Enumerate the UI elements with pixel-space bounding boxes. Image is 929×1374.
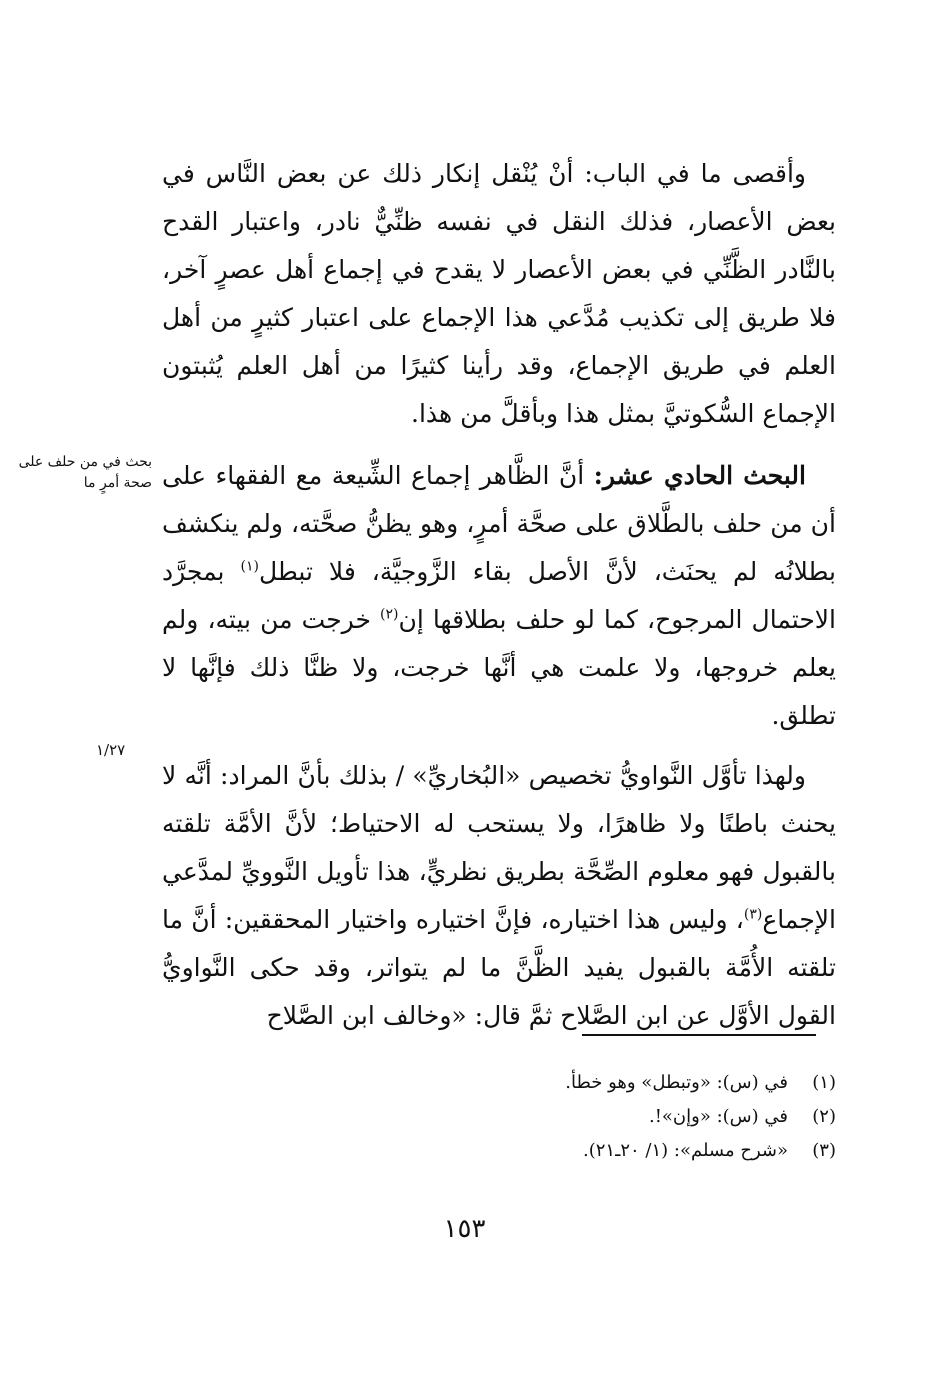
page-number: ١٥٣: [443, 1214, 486, 1244]
paragraph-text-run: بمجرَّد الاحتمال المرجوح، كما لو حلف بطلاقها إن: [162, 557, 836, 634]
footnote-item: [162, 1100, 836, 1134]
footnote-number: (٢): [812, 1106, 836, 1127]
footnote-ref[interactable]: (٢): [380, 606, 399, 623]
footnote-item: [162, 1066, 836, 1100]
main-text-paragraph-2: [162, 452, 836, 740]
paragraph-text-run: ، وليس هذا اختياره، فإنَّ اختياره واختيار المحققين: أنَّ ما تلقته الأُمَّة بالقبول يفيد الظَّنَّ ما لم يتواتر، وقد حكى النَّواويُّ القول الأوَّل عن ابن الصَّلاح ثمَّ قال: «وخالف ابن الصَّلاح: [162, 905, 836, 1030]
paragraph-text-run: خرجت من بيته، ولم يعلم خروجها، ولا علمت هي أنَّها خرجت، ولا ظنَّا ذلك فإنَّها لا تطلق.: [162, 605, 836, 730]
margin-side-note: بحث في من حلف على صحة أمرٍ ما: [18, 454, 152, 491]
margin-volume-reference: ١/٢٧: [96, 741, 126, 759]
main-text-paragraph-3: [162, 752, 836, 1040]
footnotes: [162, 1066, 836, 1168]
footnote-text: في (س): «وتبطل» وهو خطأ.: [565, 1072, 788, 1093]
paragraph-text: وأقصى ما في الباب: أنْ يُنْقل إنكار ذلك عن بعض النَّاس في بعض الأعصار، فذلك النقل في نفسه ظنِّيٌّ نادر، واعتبار القدح بالنَّادر الظَّنِّي في بعض الأعصار لا يقدح في إجماع أهل عصرٍ آخر، فلا طريق إلى تكذيب مُدَّعي هذا الإجماع على اعتبار كثيرٍ من أهل العلم في طريق الإجماع، وقد رأينا كثيرًا من أهل العلم يُثبتون الإجماع السُّكوتيَّ بمثل هذا وبأقلَّ من هذا.: [162, 159, 836, 428]
paragraph-text: [162, 752, 836, 1040]
footnote-number: (٣): [812, 1140, 836, 1161]
footnote-text: «شرح مسلم»: (١/ ٢٠ـ٢١).: [582, 1140, 788, 1161]
footnote-number: (١): [812, 1072, 836, 1093]
paragraph-text-run: أنَّ الظَّاهر إجماع الشِّيعة مع الفقهاء على أن من حلف بالطَّلاق على صحَّة أمرٍ، وهو يظنُّ صحَّته، ولم ينكشف بطلانُه لم يحنَث، لأنَّ الأصل بقاء الزَّوجيَّة، فلا تبطل: [162, 461, 836, 586]
paragraph-text-run: ولهذا تأوَّل النَّواويُّ تخصيص «البُخاريِّ» / بذلك بأنَّ المراد: أنَّه لا يحنث باطنًا ولا ظاهرًا، ولا يستحب له الاحتياط؛ لأنَّ الأمَّة تلقته بالقبول فهو معلوم الصِّحَّة بطريق نظريٍّ، هذا تأويل النَّوويِّ لمدَّعي الإجماع: [162, 761, 836, 934]
footnote-ref[interactable]: (٣): [743, 906, 763, 923]
main-text-paragraph-1: [162, 150, 836, 438]
footnote-item: [162, 1134, 836, 1168]
footnote-separator: [582, 1034, 816, 1036]
footnote-text: في (س): «وإن»!.: [648, 1106, 788, 1127]
section-heading: البحث الحادي عشر:: [593, 461, 807, 490]
paragraph-text: [162, 452, 836, 740]
footnote-ref[interactable]: (١): [240, 558, 259, 575]
